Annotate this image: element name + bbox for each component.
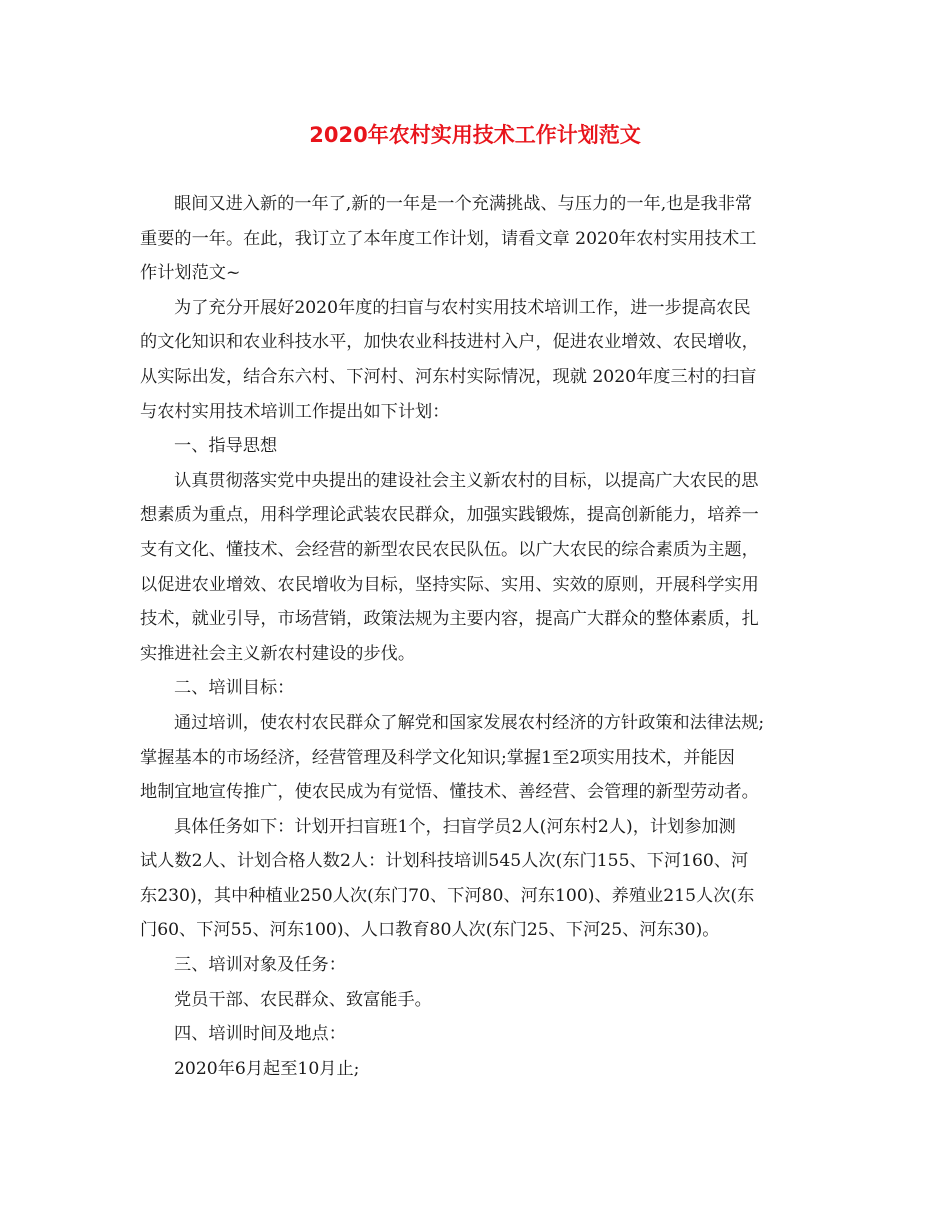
text-line: 从实际出发，结合东六村、下河村、河东村实际情况，现就 2020年度三村的扫盲 [140,366,757,387]
paragraph [140,429,820,464]
text-line: 作计划范文~ [140,263,241,284]
text-line: 党员干部、农民群众、致富能手。 [174,989,432,1010]
text-line: 一、指导思想 [174,436,278,457]
text-line: 眼间又进入新的一年了,新的一年是一个充满挑战、与压力的一年,也是我非常 [174,194,753,214]
text-line: 为了充分开展好2020年度的扫盲与农村实用技术培训工作，进一步提高农民 [174,297,751,318]
paragraph [140,706,820,810]
text-line: 门60、下河55、河东100)、人口教育80人次(东门25、下河25、河东30)。 [140,920,720,941]
text-line: 技术，就业引导，市场营销，政策法规为主要内容，提高广大群众的整体素质，扎 [140,609,759,630]
text-line: 支有文化、懂技术、会经营的新型农民农民队伍。以广大农民的综合素质为主题， [140,539,759,560]
paragraph [140,983,820,1018]
text-line: 通过培训，使农村农民群众了解党和国家发展农村经济的方针政策和法律法规; [174,712,765,733]
paragraph [140,464,820,672]
document-title: 2020年农村实用技术工作计划范文 [309,123,641,147]
document-body [140,187,820,1086]
text-line: 实推进社会主义新农村建设的步伐。 [140,643,416,664]
paragraph [140,1052,820,1087]
text-line: 与农村实用技术培训工作提出如下计划： [140,401,450,422]
paragraph [140,671,820,706]
text-line: 认真贯彻落实党中央提出的建设社会主义新农村的目标，以提高广大农民的思 [174,470,759,491]
text-line: 二、培训目标： [174,678,295,699]
text-line: 的文化知识和农业科技水平，加快农业科技进村入户，促进农业增效、农民增收， [140,332,759,353]
paragraph [140,810,820,948]
text-line: 2020年6月起至10月止; [174,1058,360,1079]
text-line: 以促进农业增效、农民增收为目标，坚持实际、实用、实效的原则，开展科学实用 [140,574,759,595]
text-line: 四、培训时间及地点： [174,1024,346,1045]
paragraph [140,291,820,429]
text-line: 试人数2人、计划合格人数2人：计划科技培训545人次(东门155、下河160、河 [140,851,749,872]
text-line: 东230)，其中种植业250人次(东门70、下河80、河东100)、养殖业215人次(东 [140,885,755,906]
paragraph [140,1017,820,1052]
text-line: 地制宜地宣传推广，使农民成为有觉悟、懂技术、善经营、会管理的新型劳动者。 [140,782,759,803]
paragraph [140,187,820,291]
text-line: 重要的一年。在此，我订立了本年度工作计划，请看文章 2020年农村实用技术工 [140,228,757,249]
paragraph [140,948,820,983]
text-line: 三、培训对象及任务： [174,955,346,976]
text-line: 想素质为重点，用科学理论武装农民群众，加强实践锻炼，提高创新能力，培养一 [140,505,759,526]
text-line: 掌握基本的市场经济，经营管理及科学文化知识;掌握1至2项实用技术，并能因 [140,747,735,768]
text-line: 具体任务如下：计划开扫盲班1个，扫盲学员2人(河东村2人)，计划参加测 [174,816,736,837]
